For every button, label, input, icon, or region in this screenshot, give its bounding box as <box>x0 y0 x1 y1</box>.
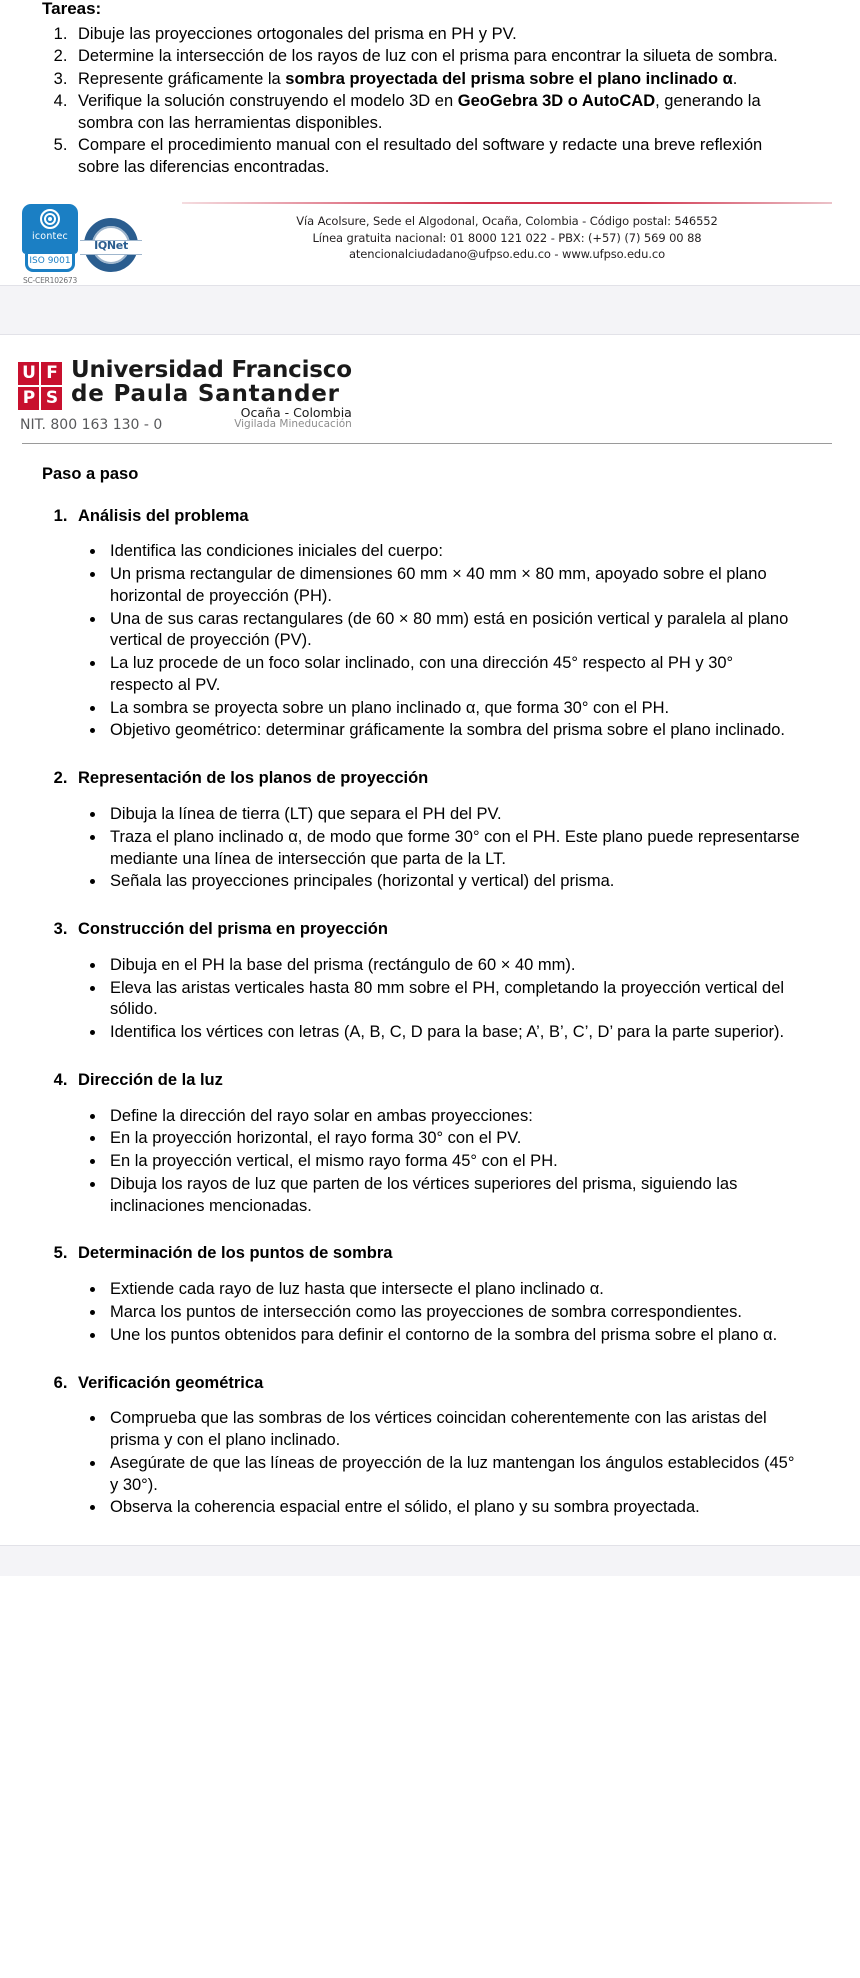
tasks-list <box>0 24 860 178</box>
footer-phone-line: Línea gratuita nacional: 01 8000 121 022 - PBX: (+57) (7) 569 00 88 <box>312 230 702 245</box>
step-title: Análisis del problema <box>78 506 249 525</box>
icontec-wordmark: icontec <box>32 231 68 243</box>
step-item <box>72 1070 800 1218</box>
step-bullet: • En la proyección horizontal, el rayo forma 30° con el PV. <box>106 1128 800 1150</box>
document-page-two <box>0 335 860 1576</box>
task-emphasis: GeoGebra 3D o AutoCAD <box>457 92 656 111</box>
step-bullet: • Dibuja los rayos de luz que parten de los vértices superiores del prisma, siguiendo las inclinaciones mencionadas. <box>106 1174 800 1218</box>
step-item <box>72 768 800 893</box>
task-text: Determine la intersección de los rayos de luz con el prisma para encontrar la silueta de sombra. <box>78 47 778 66</box>
step-item <box>72 1373 800 1520</box>
step-bullet: • La luz procede de un foco solar inclinado, con una dirección 45° respecto al PH y 30° respecto al PV. <box>106 653 800 697</box>
task-text: , generando la sombra con las herramientas disponibles. <box>78 92 761 132</box>
ufps-letter-f: F <box>41 362 62 385</box>
step-title: Dirección de la luz <box>78 1070 223 1089</box>
footer-contact-lines <box>182 213 832 263</box>
ufps-letter-u: U <box>18 362 39 385</box>
step-bullet: • Dibuja la línea de tierra (LT) que separa el PH del PV. <box>106 804 800 826</box>
task-text: Compare el procedimiento manual con el resultado del software y redacte una breve reflexión sobre las diferencias encontradas. <box>78 136 763 176</box>
task-text: Represente gráficamente la <box>78 69 286 88</box>
steps-list <box>42 506 800 1520</box>
page-separator <box>0 285 860 335</box>
step-bullet: • Define la dirección del rayo solar en ambas proyecciones: <box>106 1106 800 1128</box>
icontec-target-icon <box>40 209 60 229</box>
document-page-one <box>0 0 860 285</box>
footer-address-line: Vía Acolsure, Sede el Algodonal, Ocaña, Colombia - Código postal: 546552 <box>296 214 718 229</box>
task-text: Verifique la solución construyendo el modelo 3D en <box>78 92 458 111</box>
step-bullet: • La sombra se proyecta sobre un plano inclinado α, que forma 30° con el PH. <box>106 698 800 720</box>
task-text: . <box>732 69 738 88</box>
ufps-logo-row-top <box>18 362 62 385</box>
step-bullet-list <box>78 804 800 893</box>
iqnet-wordmark: IQNet <box>94 239 128 253</box>
university-header <box>0 335 860 433</box>
step-bullet: • Objetivo geométrico: determinar gráficamente la sombra del prisma sobre el plano inclinado. <box>106 720 800 742</box>
step-bullet: • Comprueba que las sombras de los vértices coincidan coherentemente con las aristas del prisma y con el plano inclinado. <box>106 1408 800 1452</box>
step-bullet: • Identifica las condiciones iniciales del cuerpo: <box>106 541 800 563</box>
university-supervision-label: Vigilada Mineducación <box>234 417 352 430</box>
ufps-letter-s: S <box>41 387 62 410</box>
icontec-iso-label: ISO 9001 <box>25 254 75 272</box>
step-title: Construcción del prisma en proyección <box>78 920 388 939</box>
task-item <box>72 46 800 67</box>
step-title: Verificación geométrica <box>78 1373 264 1392</box>
step-bullet-list <box>78 1408 800 1519</box>
icontec-badge <box>22 204 78 254</box>
step-item <box>72 919 800 1044</box>
ufps-letter-p: P <box>18 387 39 410</box>
task-item <box>72 135 800 178</box>
university-title-line-1: Universidad Francisco <box>71 357 352 384</box>
step-item <box>72 1243 800 1346</box>
footer-email-line: atencionalciudadano@ufpso.edu.co - www.ufpso.edu.co <box>348 247 666 262</box>
step-bullet: • Asegúrate de que las líneas de proyección de la luz mantengan los ángulos establecidos (45° y 30°). <box>106 1453 800 1497</box>
step-bullet: • Una de sus caras rectangulares (de 60 × 80 mm) está en posición vertical y paralela al plano vertical de proyección (PV). <box>106 609 800 653</box>
step-bullet: • Marca los puntos de intersección como las proyecciones de sombra correspondientes. <box>106 1302 800 1324</box>
icontec-certificate-code: SC-CER102673 <box>22 276 78 286</box>
ufps-logo-mark <box>18 362 62 410</box>
task-item <box>72 24 800 45</box>
step-bullet: • En la proyección vertical, el mismo rayo forma 45° con el PH. <box>106 1151 800 1173</box>
step-bullet: • Eleva las aristas verticales hasta 80 mm sobre el PH, completando la proyección vertical del sólido. <box>106 978 800 1022</box>
step-title: Determinación de los puntos de sombra <box>78 1244 393 1263</box>
task-item <box>72 69 800 90</box>
step-bullet: • Dibuja en el PH la base del prisma (rectángulo de 60 × 40 mm). <box>106 955 800 977</box>
step-bullet: • Observa la coherencia espacial entre el sólido, el plano y su sombra proyectada. <box>106 1497 800 1519</box>
page-bottom-strip <box>0 1545 860 1576</box>
page-two-content <box>0 444 860 1519</box>
iqnet-logo <box>84 218 138 272</box>
step-bullet-list <box>78 541 800 742</box>
step-bullet: • Identifica los vértices con letras (A, B, C, D para la base; A’, B’, C’, D’ para la parte superior). <box>106 1022 800 1044</box>
step-bullet-list <box>78 1279 800 1346</box>
task-item <box>72 91 800 134</box>
step-bullet: • Señala las proyecciones principales (horizontal y vertical) del prisma. <box>106 871 800 893</box>
ufps-logo-row-bottom <box>18 387 62 410</box>
section-heading-paso-a-paso: Paso a paso <box>42 464 139 483</box>
task-text: Dibuje las proyecciones ortogonales del prisma en PH y PV. <box>78 25 517 43</box>
step-bullet: • Traza el plano inclinado α, de modo que forme 30° con el PH. Este plano puede representarse mediante una línea de intersección que parta de la LT. <box>106 827 800 871</box>
icontec-logo <box>22 204 78 285</box>
step-bullet-list <box>78 1106 800 1218</box>
step-bullet: • Extiende cada rayo de luz hasta que intersecte el plano inclinado α. <box>106 1279 800 1301</box>
step-bullet: • Un prisma rectangular de dimensiones 60 mm × 40 mm × 80 mm, apoyado sobre el plano horizontal de proyección (PH). <box>106 564 800 608</box>
university-campus-label: Ocaña - Colombia <box>240 404 352 420</box>
university-title-line-2: de Paula Santander <box>71 380 340 407</box>
certification-logos <box>22 200 182 285</box>
step-bullet: • Une los puntos obtenidos para definir el contorno de la sombra del prisma sobre el plano α. <box>106 1325 800 1347</box>
step-bullet-list <box>78 955 800 1044</box>
task-emphasis: sombra proyectada del prisma sobre el plano inclinado α <box>285 69 733 88</box>
footer-contact-block <box>182 200 832 263</box>
tareas-heading: Tareas: <box>42 0 102 18</box>
step-item <box>72 506 800 743</box>
footer-divider <box>182 202 832 204</box>
university-nit: NIT. 800 163 130 - 0 <box>20 416 163 433</box>
page-footer <box>0 200 860 285</box>
step-title: Representación de los planos de proyección <box>78 769 429 788</box>
university-nit-row <box>18 417 860 433</box>
